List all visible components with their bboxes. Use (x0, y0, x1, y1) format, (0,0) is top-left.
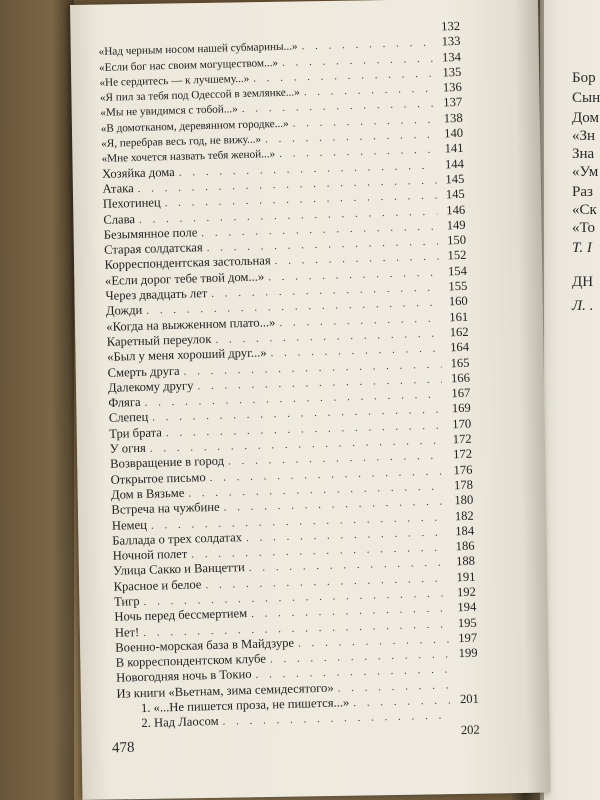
toc-page-number: 150 (446, 232, 467, 248)
toc-page-number: 137 (443, 95, 463, 110)
book-edge (0, 0, 74, 800)
toc-entry-title: Смерть друга (107, 363, 180, 380)
toc-entry-title: Три брата (109, 425, 163, 441)
toc-page-number: 186 (455, 538, 475, 554)
toc-entry-title: Встреча на чужбине (111, 499, 220, 518)
toc-entry-title: Дом в Вязьме (110, 485, 185, 502)
toc-page-number: 161 (449, 309, 469, 324)
toc-entry-title: «В домотканом, деревянном городке...» (100, 117, 289, 135)
toc-entry-title: Новогодняя ночь в Токио (115, 667, 252, 686)
toc-entry-title: Тигр (113, 594, 140, 609)
toc-entry-title: Красное и белое (113, 577, 202, 594)
toc-entry-title: «Был у меня хороший друг...» (106, 345, 267, 365)
toc-entry-title: Ночь перед бессмертием (114, 606, 248, 625)
toc-page-number: 138 (443, 110, 463, 126)
toc-entry-title: У огня (109, 440, 146, 456)
toc-page-number: 180 (454, 492, 474, 508)
right-fragment: «Зн (572, 128, 596, 144)
toc-page-number: 182 (454, 508, 474, 523)
toc-page-number: 165 (450, 355, 470, 370)
toc-entry-title: Старая солдатская (103, 240, 203, 258)
toc-entry-title: Через двадцать лет (105, 286, 208, 303)
toc-page-number: 160 (448, 294, 468, 309)
right-fragment: «Ск (572, 202, 597, 218)
right-fragment: Сын (572, 90, 600, 106)
toc-page-number: 154 (447, 263, 468, 279)
toc-page-number: 172 (452, 431, 472, 447)
toc-entry-title: «Если бог нас своим могуществом...» (98, 56, 279, 74)
toc-entry-title: Слепец (108, 410, 149, 426)
toc-entry-title: Баллада о трех солдатах (112, 529, 243, 548)
toc-page-number: 178 (453, 477, 474, 493)
toc-page-number: 188 (455, 554, 476, 569)
toc-entries (98, 34, 479, 732)
toc-page-number: 134 (441, 49, 462, 64)
toc-page-number: 172 (452, 447, 473, 462)
toc-page-number: 202 (460, 722, 480, 737)
toc-entry-title: Каретный переулок (106, 331, 212, 349)
toc-page-number: 195 (457, 615, 477, 630)
toc-entry-title: «Я пил за тебя под Одессой в землянке...» (99, 86, 300, 105)
toc-entry-title: Безымянное поле (103, 225, 198, 242)
toc-page-number: 167 (451, 385, 471, 401)
right-fragment: Бор (572, 70, 596, 86)
toc-entry-title: Из книги «Вьетнам, зима семидесятого» (116, 680, 334, 701)
toc-page-number: 132 (440, 18, 461, 34)
toc-entry-title: Открытое письмо (110, 469, 206, 487)
toc-entry-title: В корреспондентском клубе (115, 651, 267, 670)
right-fragment: ДН (572, 274, 594, 290)
toc-entry-title: Хозяйка дома (101, 164, 175, 181)
toc-page-number (450, 672, 478, 673)
page-folio-number: 478 (111, 739, 135, 757)
toc-entry-title: Корреспондентская застольная (104, 253, 271, 273)
right-fragment: Раз (572, 184, 593, 200)
toc-entry-title: Атака (102, 181, 134, 196)
toc-page-number: 145 (445, 187, 465, 202)
toc-page-number: 166 (450, 370, 471, 386)
toc-page-number (451, 718, 479, 719)
toc-page-number: 170 (452, 416, 472, 431)
toc-entry-title: 1. «...Не пишется проза, не пишется...» (140, 695, 350, 716)
toc-entry-title: Немец (111, 517, 148, 533)
right-fragment: «То (572, 220, 596, 236)
toc-entry-title: Далекому другу (107, 378, 194, 395)
toc-page-number: 197 (458, 630, 478, 646)
toc-page-number: 176 (453, 462, 473, 477)
toc-entry-title: Возвращение в город (109, 453, 225, 472)
toc-page-number: 141 (444, 141, 464, 156)
toc-page-number: 135 (442, 64, 462, 80)
right-fragment: Зна (572, 146, 595, 162)
toc-entry-title: «Когда на выжженном плато...» (106, 314, 276, 334)
toc-page-number: 140 (443, 125, 464, 141)
toc-entry-title: Ночной полет (112, 546, 188, 563)
toc-page-number: 149 (446, 217, 466, 233)
toc-entry-title: Пехотинец (102, 195, 161, 212)
toc-entry-title: 2. Над Лаосом (141, 714, 219, 731)
toc-page-number: 201 (459, 691, 480, 707)
toc-entry-title: «Не сердитесь — к лучшему...» (99, 72, 250, 89)
toc-page-number: 162 (449, 324, 469, 340)
toc-page-number: 164 (449, 340, 470, 355)
toc-entry-title: Слава (103, 211, 136, 227)
toc-page-number: 136 (442, 80, 462, 95)
right-fragment: Т. I (572, 240, 592, 256)
table-of-contents (98, 19, 480, 748)
toc-page-number: 144 (444, 156, 465, 172)
toc-entry-title: «Если дорог тебе твой дом...» (104, 269, 265, 288)
right-fragment: Л. . (572, 298, 594, 314)
toc-page-number (451, 687, 479, 688)
toc-page-number: 194 (457, 599, 477, 615)
toc-page-number: 199 (458, 645, 478, 661)
right-fragment: «Ум (572, 164, 599, 180)
right-fragment: Дом (572, 110, 599, 126)
toc-entry-title: «Над черным носом нашей субмарины...» (98, 40, 298, 59)
toc-entry-title: Нет! (114, 624, 140, 640)
toc-page-number: 184 (455, 523, 475, 539)
toc-entry-title: Военно-морская база в Майдзуре (115, 635, 295, 655)
toc-page-number: 152 (447, 248, 467, 263)
toc-page-number: 169 (451, 401, 471, 416)
toc-page-number: 145 (445, 171, 465, 187)
toc-page-number: 146 (446, 202, 466, 217)
toc-entry-title: «Мы не увидимся с тобой...» (100, 103, 238, 120)
toc-page-number: 191 (456, 569, 476, 584)
toc-page-number: 133 (441, 34, 461, 49)
right-page (540, 0, 600, 800)
toc-entry-title: «Мне хочется назвать тебя женой...» (101, 148, 276, 166)
toc-entry-title: Дожди (105, 303, 143, 319)
toc-entry-title: Фляга (108, 395, 141, 410)
toc-entry-title: Улица Сакко и Ванцетти (112, 560, 246, 579)
toc-entry-title: «Я, перебрав весь год, не вижу...» (101, 133, 262, 151)
toc-page-number: 155 (448, 278, 468, 294)
toc-page-number: 192 (456, 584, 477, 600)
